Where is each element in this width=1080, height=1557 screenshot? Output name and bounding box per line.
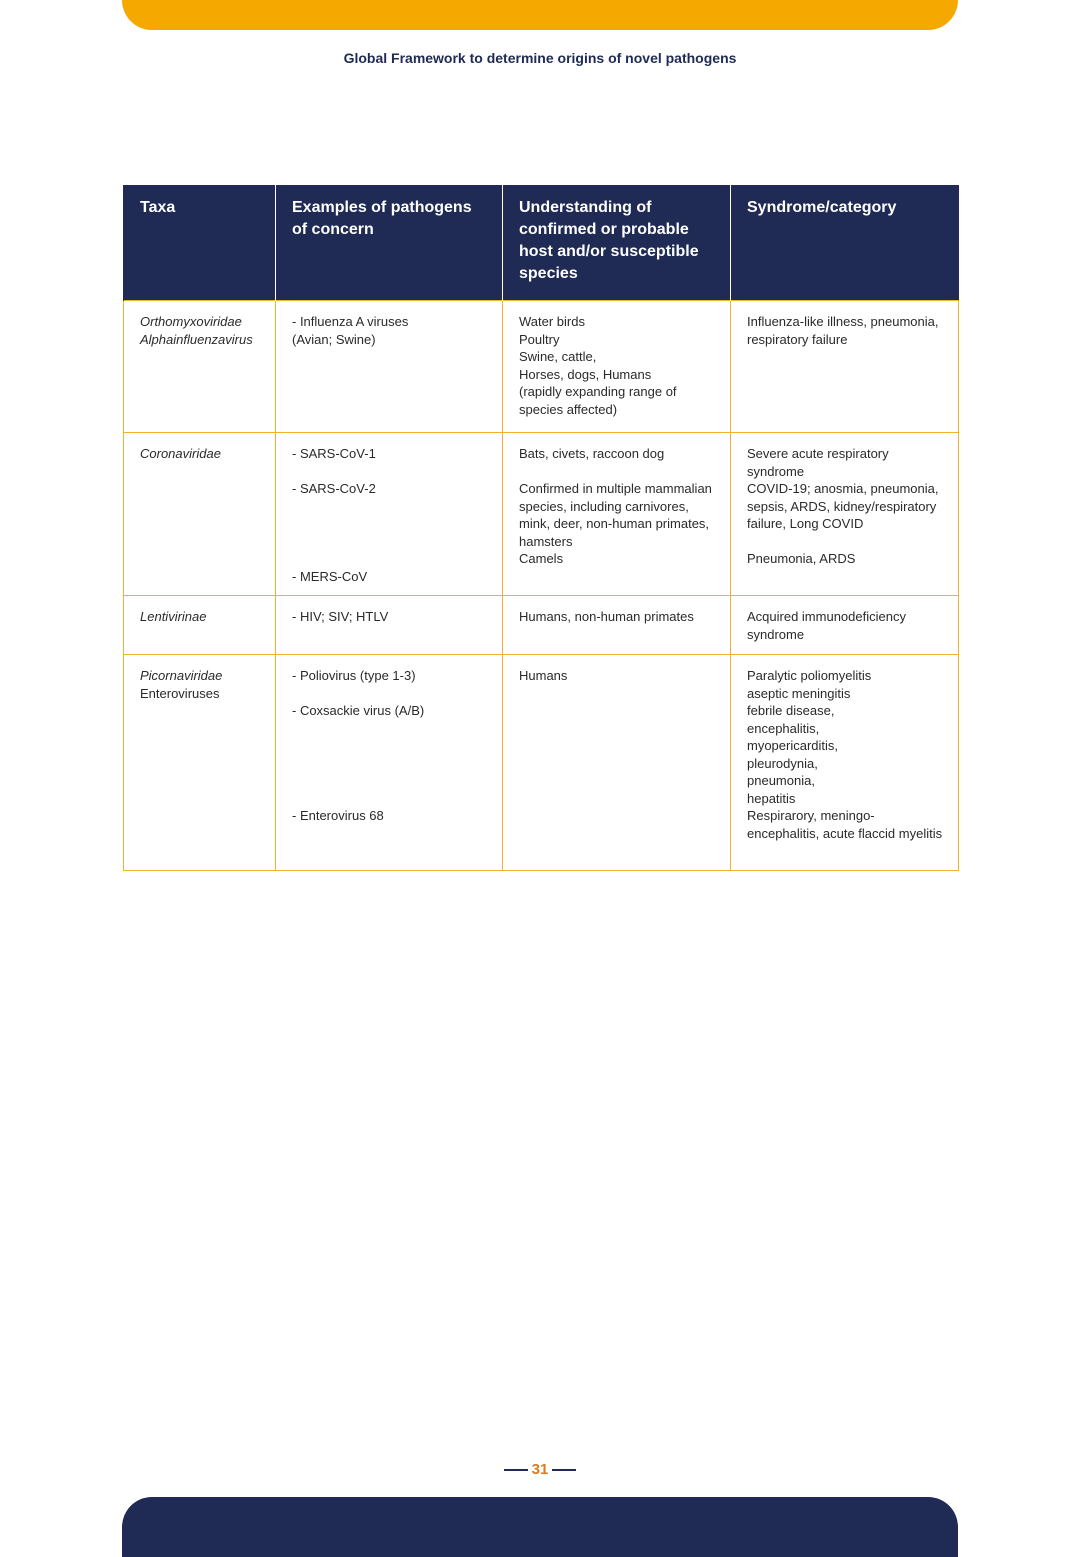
pathogen-entry: - SARS-CoV-1 <box>292 446 376 461</box>
taxa-family: Picornaviridae <box>140 668 223 683</box>
top-decorative-band <box>122 0 958 30</box>
page-number <box>0 1461 1080 1478</box>
column-header-hosts: Understanding of confirmed or probable host and/or susceptible species <box>503 185 731 301</box>
pathogen-entry: - SARS-CoV-2 <box>292 481 376 496</box>
hosts-cell <box>503 655 731 871</box>
pathogen-entry: - Influenza A viruses (Avian; Swine) <box>292 314 409 347</box>
taxa-genus: Alphainfluenzavirus <box>140 331 253 347</box>
host-entry: Humans <box>519 668 568 683</box>
pathogens-cell <box>276 655 503 871</box>
table-row <box>124 301 959 433</box>
hosts-cell <box>503 433 731 596</box>
running-title: Global Framework to determine origins of novel pathogens <box>343 50 737 66</box>
syndrome-entry: Pneumonia, ARDS <box>747 551 856 566</box>
pathogens-cell <box>276 433 503 596</box>
host-entry: Bats, civets, raccoon dog <box>519 446 665 461</box>
hosts-cell <box>503 301 731 433</box>
syndrome-entry: Acquired immunodeficiency syndrome <box>747 609 906 642</box>
syndrome-cell <box>731 596 959 655</box>
pathogen-entry: - Coxsackie virus (A/B) <box>292 703 425 718</box>
taxa-cell <box>124 301 276 433</box>
pathogen-entry: - Enterovirus 68 <box>292 807 384 823</box>
host-entry: Camels <box>519 551 564 566</box>
host-entry: Humans, non-human primates <box>519 609 694 624</box>
bottom-decorative-band <box>122 1497 958 1557</box>
taxa-group: Enteroviruses <box>140 685 220 701</box>
syndrome-cell <box>731 301 959 433</box>
syndrome-entry: Respirarory, meningo-encephalitis, acute flaccid myelitis <box>747 808 943 841</box>
taxa-cell <box>124 596 276 655</box>
taxa-family: Orthomyxoviridae <box>140 314 242 329</box>
table-row <box>124 655 959 871</box>
taxa-family: Lentivirinae <box>140 609 207 624</box>
table-header-row <box>124 185 959 301</box>
pathogens-cell <box>276 596 503 655</box>
column-header-pathogens: Examples of pathogens of concern <box>276 185 503 301</box>
page-number-dash-right <box>552 1469 576 1471</box>
syndrome-entry: Severe acute respiratory syndrome <box>747 446 889 479</box>
pathogens-table <box>123 185 959 871</box>
hosts-cell <box>503 596 731 655</box>
page-number-dash-left <box>504 1469 528 1471</box>
pathogen-entry: - HIV; SIV; HTLV <box>292 609 389 624</box>
taxa-family: Coronaviridae <box>140 446 221 461</box>
syndrome-cell <box>731 655 959 871</box>
syndrome-entry: Influenza-like illness, pneumonia, respiratory failure <box>747 314 939 347</box>
taxa-cell <box>124 433 276 596</box>
pathogens-cell <box>276 301 503 433</box>
host-entry: Confirmed in multiple mammalian species, including carnivores, mink, deer, non-human primates, hamsters <box>519 481 712 549</box>
table-row <box>124 433 959 596</box>
column-header-taxa: Taxa <box>124 185 276 301</box>
host-entry: Water birds Poultry Swine, cattle, Horses, dogs, Humans (rapidly expanding range of species affected) <box>519 314 677 417</box>
pathogen-entry: - MERS-CoV <box>292 568 368 584</box>
taxa-cell <box>124 655 276 871</box>
column-header-syndrome: Syndrome/category <box>731 185 959 301</box>
syndrome-cell <box>731 433 959 596</box>
page-number-value: 31 <box>531 1461 549 1478</box>
pathogen-entry: - Poliovirus (type 1-3) <box>292 668 416 683</box>
syndrome-entry: COVID-19; anosmia, pneumonia, sepsis, ARDS, kidney/respiratory failure, Long COVID <box>747 481 939 531</box>
syndrome-entry: Paralytic poliomyelitis aseptic meningitis febrile disease, encephalitis, myopericarditis, pleurodynia, pneumonia, hepatitis <box>747 668 872 806</box>
table-row <box>124 596 959 655</box>
